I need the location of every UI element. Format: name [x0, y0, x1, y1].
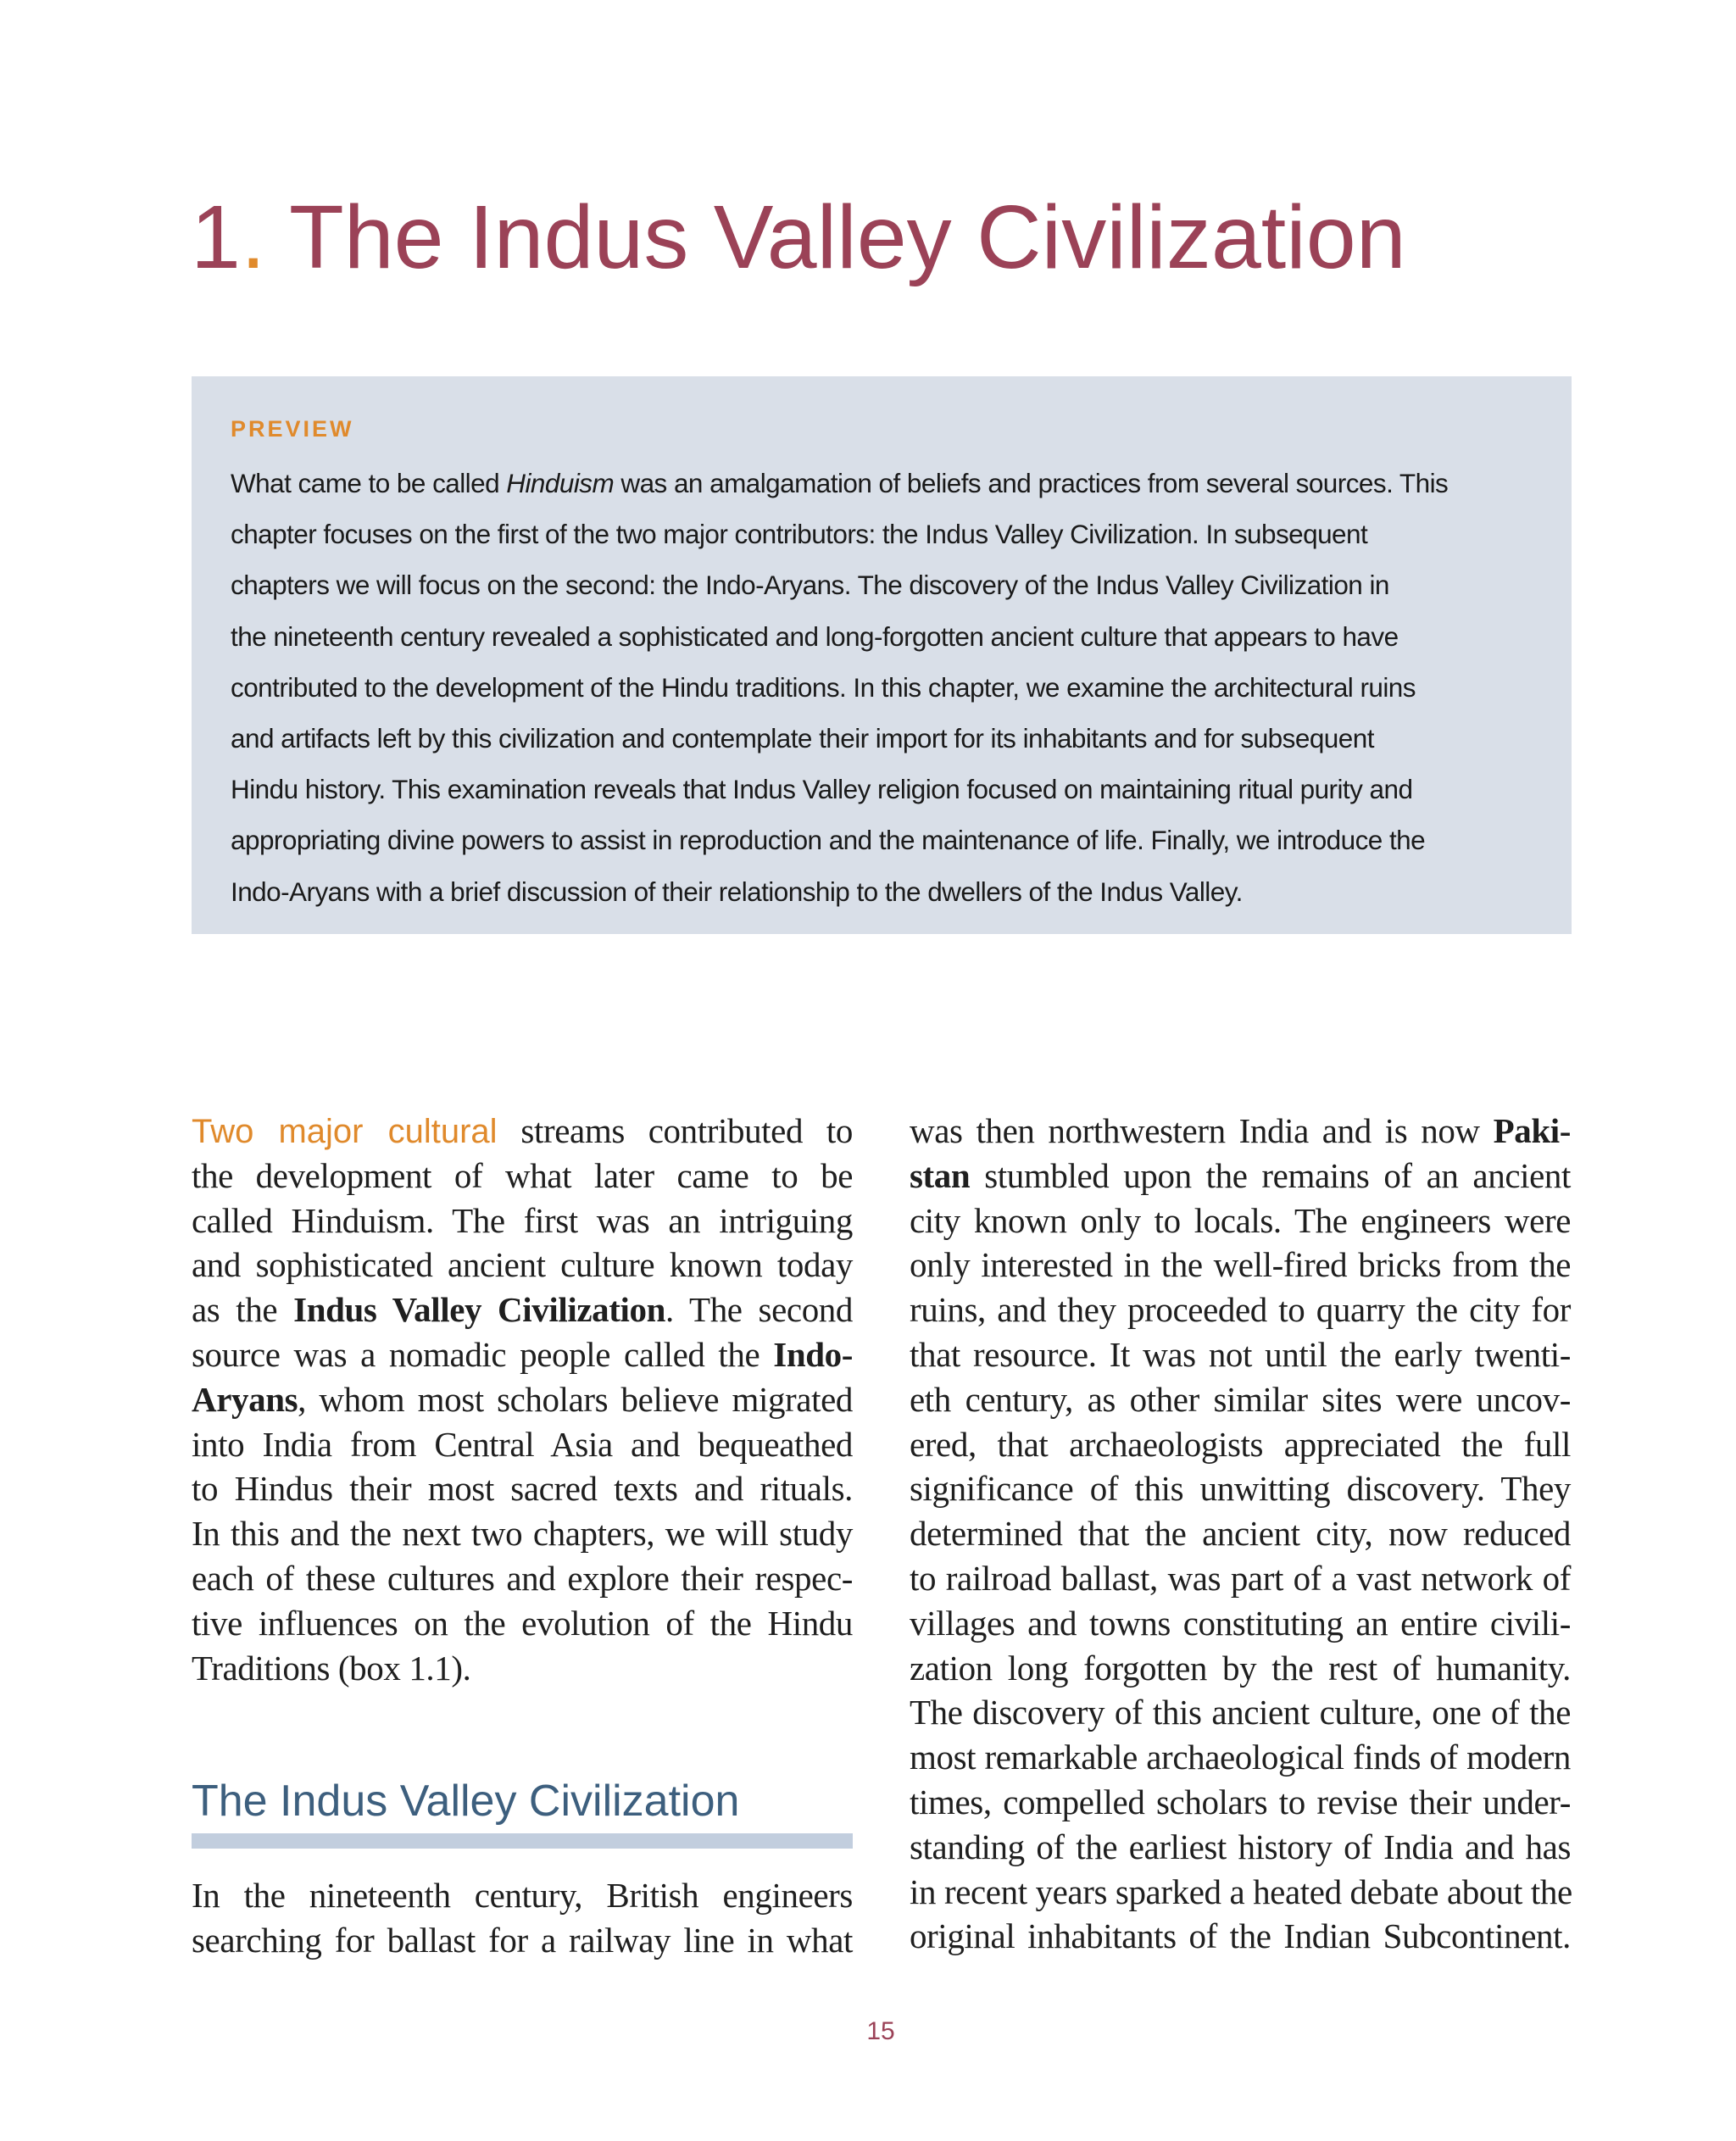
preview-box: [192, 376, 1572, 934]
body-line: eth century, as other similar sites were uncov-: [910, 1379, 1571, 1419]
body-column-left: [192, 1109, 853, 1690]
body-line: each of these cultures and explore their respec-: [192, 1558, 853, 1598]
body-line: source was a nomadic people called the Indo-: [192, 1334, 853, 1374]
body-line: times, compelled scholars to revise their under-: [910, 1782, 1571, 1821]
body-column-left-continued: [192, 1873, 853, 1963]
body-line: to Hindus their most sacred texts and rituals.: [192, 1469, 853, 1509]
body-column-right: [910, 1109, 1571, 1959]
body-line: only interested in the well-fired bricks from the: [910, 1245, 1571, 1285]
body-line: villages and towns constituting an entire civili-: [910, 1603, 1571, 1643]
key-term: Indo-: [773, 1334, 853, 1374]
body-line: In this and the next two chapters, we will study: [192, 1514, 853, 1554]
body-line: to railroad ballast, was part of a vast network of: [910, 1558, 1571, 1598]
body-line: searching for ballast for a railway line in what: [192, 1920, 853, 1960]
body-line: into India from Central Asia and bequeathed: [192, 1424, 853, 1464]
preview-line: the nineteenth century revealed a sophisticated and long-forgotten ancient culture that appears to have: [231, 620, 1399, 652]
preview-line: appropriating divine powers to assist in reproduction and the maintenance of life. Finally, we introduce the: [231, 825, 1426, 856]
preview-line: chapter focuses on the first of the two major contributors: the Indus Valley Civilization. In subsequent: [231, 519, 1368, 550]
preview-line: Hindu history. This examination reveals that Indus Valley religion focused on maintaining ritual purity and: [231, 774, 1413, 805]
body-line: stan stumbled upon the remains of an ancient: [910, 1155, 1571, 1195]
chapter-title-text: The Indus Valley Civilization: [265, 187, 1406, 287]
body-line: as the Indus Valley Civilization. The second: [192, 1290, 853, 1330]
body-line: Two major cultural streams contributed to: [192, 1111, 854, 1150]
body-line: In the nineteenth century, British engineers: [192, 1876, 853, 1915]
page-number: 15: [866, 2017, 895, 2045]
body-line: most remarkable archaeological finds of modern: [910, 1738, 1571, 1777]
body-line: significance of this unwitting discovery. They: [910, 1469, 1571, 1509]
key-term: Aryans: [192, 1379, 298, 1419]
body-line: ruins, and they proceeded to quarry the city for: [910, 1290, 1571, 1330]
body-line: in recent years sparked a heated debate about the: [910, 1871, 1572, 1911]
chapter-number: 1: [191, 187, 241, 287]
lead-in-text: Two major cultural: [192, 1113, 498, 1150]
body-line: tive influences on the evolution of the Hindu: [192, 1603, 853, 1643]
body-line: determined that the ancient city, now reduced: [910, 1514, 1571, 1554]
body-line: was then northwestern India and is now Paki-: [910, 1111, 1571, 1150]
body-line: zation long forgotten by the rest of humanity.: [910, 1648, 1571, 1688]
body-line: and sophisticated ancient culture known today: [192, 1245, 853, 1285]
body-line: original inhabitants of the Indian Subcontinent.: [910, 1916, 1571, 1956]
body-line: that resource. It was not until the early twenti-: [910, 1334, 1571, 1374]
key-term: Paki-: [1493, 1111, 1571, 1150]
body-line: Traditions (box 1.1).: [192, 1648, 471, 1688]
preview-line: contributed to the development of the Hindu traditions. In this chapter, we examine the architectural ruins: [231, 671, 1416, 703]
key-term: Indus Valley Civilization: [293, 1290, 665, 1330]
body-line: The discovery of this ancient culture, one of the: [910, 1693, 1571, 1732]
body-line: the development of what later came to be: [192, 1155, 853, 1195]
chapter-number-dot: .: [240, 187, 266, 287]
body-line: standing of the earliest history of India and has: [910, 1827, 1571, 1866]
preview-label: PREVIEW: [231, 416, 354, 442]
body-line: Aryans, whom most scholars believe migrated: [192, 1379, 853, 1419]
body-line: called Hinduism. The first was an intriguing: [192, 1200, 853, 1240]
preview-line: What came to be called Hinduism was an amalgamation of beliefs and practices from several sources. This: [231, 468, 1449, 498]
section-rule: [192, 1833, 853, 1849]
chapter-title: [191, 182, 1406, 292]
body-line: city known only to locals. The engineers were: [910, 1200, 1571, 1240]
preview-text: [231, 458, 1533, 917]
key-term: stan: [910, 1155, 971, 1195]
preview-line: Indo-Aryans with a brief discussion of their relationship to the dwellers of the Indus Valley.: [231, 876, 1243, 907]
body-line: ered, that archaeologists appreciated the full: [910, 1424, 1571, 1464]
section-heading: The Indus Valley Civilization: [192, 1777, 740, 1826]
preview-line: chapters we will focus on the second: the Indo-Aryans. The discovery of the Indus Valley Civilization in: [231, 570, 1389, 601]
preview-line: and artifacts left by this civilization and contemplate their import for its inhabitants and for subsequent: [231, 723, 1374, 754]
preview-italic-term: Hinduism: [506, 468, 615, 498]
